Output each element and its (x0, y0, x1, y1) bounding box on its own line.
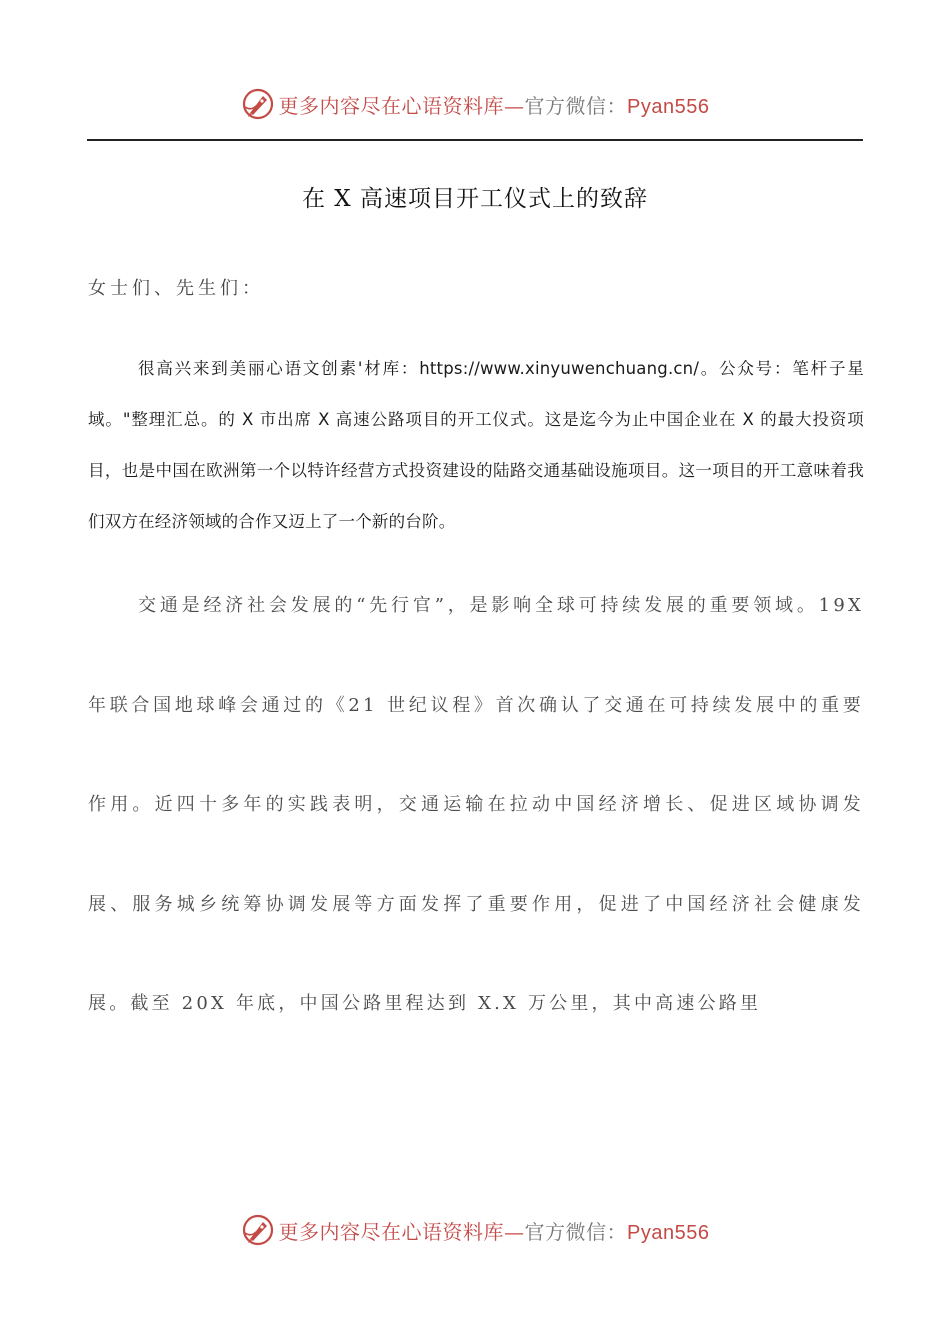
footer-banner (0, 1208, 950, 1252)
footer-wechat-id: Pyan556 (627, 1221, 710, 1244)
footer-site-text: 更多内容尽在心语资料库 (278, 1219, 505, 1244)
pen-nib-logo-icon (241, 87, 275, 121)
header-banner (0, 82, 950, 126)
header-divider (87, 139, 863, 141)
header-wechat-id: Pyan556 (627, 95, 710, 118)
paragraph-1: 很高兴来到美丽心语文创素'材库：https://www.xinyuwenchuang.cn/。公众号：笔杆子星域。"整理汇总。的 X 市出席 X 高速公路项目的开工仪式。这是迄今为止中国企业在 X 的最大投资项目，也是中国在欧洲第一个以特许经营方式投资建设的陆路交通基础设施项目。这一项目的开工意味着我们双方在经济领域的合作又迈上了一个新的台阶。 (88, 359, 865, 531)
document-title: 在 X 高速项目开工仪式上的致辞 (302, 186, 648, 212)
footer-dash: — (504, 1219, 525, 1244)
header-official-text: 官方微信： (524, 93, 628, 118)
pen-nib-logo-icon (241, 1213, 275, 1247)
salutation: 女士们、先生们： (88, 278, 264, 299)
header-dash: — (504, 93, 525, 118)
footer-official-text: 官方微信： (524, 1219, 628, 1244)
header-site-text: 更多内容尽在心语资料库 (278, 93, 505, 118)
footer-banner-text (279, 1216, 710, 1245)
paragraph-2: 交通是经济社会发展的“先行官”，是影响全球可持续发展的重要领域。19X 年联合国地球峰会通过的《21 世纪议程》首次确认了交通在可持续发展中的重要作用。近四十多年的实践表明，交通运输在拉动中国经济增长、促进区域协调发展、服务城乡统筹协调发展等方面发挥了重要作用，促进了中国经济社会健康发展。截至 20X 年底，中国公路里程达到 X.X 万公里，其中高速公路里 (88, 595, 864, 1014)
header-banner-text (279, 90, 710, 119)
